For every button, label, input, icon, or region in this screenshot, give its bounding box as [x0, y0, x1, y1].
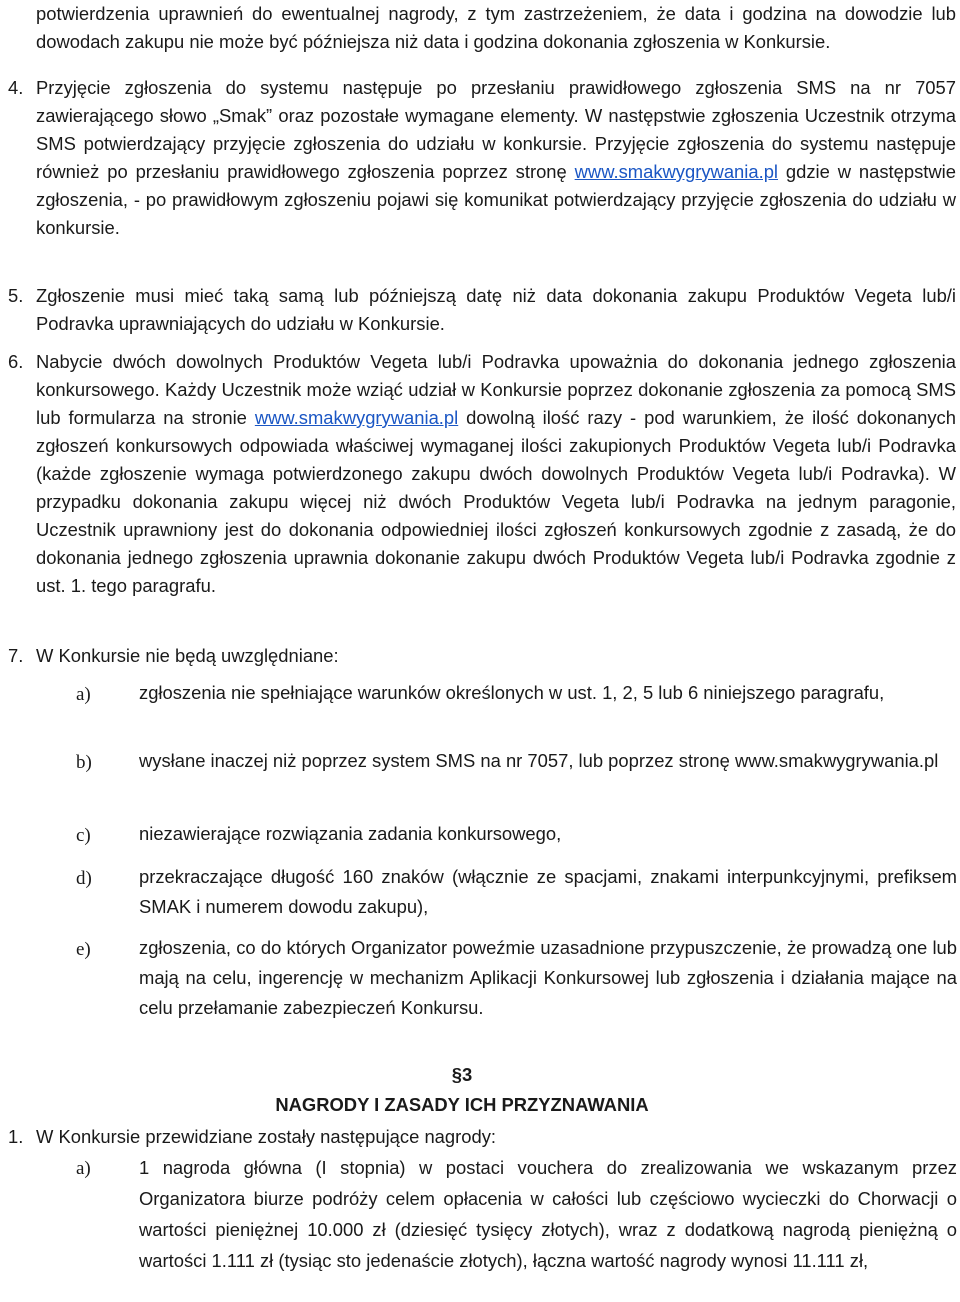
- section-3-item-1-paragraph: W Konkursie przewidziane zostały następujące nagrody:: [36, 1126, 497, 1147]
- item-6-number: 6.: [8, 351, 24, 372]
- item-7-paragraph: W Konkursie nie będą uwzględniane:: [36, 645, 339, 666]
- item-6-text-b: dowolną ilość razy - pod warunkiem, że ilość dokonanych zgłoszeń konkursowych odpowiada właściwej wymaganej ilości zakupionych Produktów Vegeta lub/i Podravka (każde zgłoszenie wymaga potwierdzonego zakupu dwóch dowolnych Produktów Vegeta lub/i Podravka). W przypadku dokonania zakupu więcej niż dwóch Produktów Vegeta lub/i Podravka na jednym paragonie, Uczestnik uprawniony jest do dokonania odpowiedniej ilości zgłoszeń konkursowych zgodnie z zasadą, że do dokonania jednego zgłoszenia uprawnia dokonanie zakupu dwóch Produktów Vegeta lub/i Podravka zgodnie z ust. 1. tego paragrafu.: [36, 407, 956, 596]
- section-symbol: §3: [451, 1064, 473, 1085]
- item-5-number: 5.: [8, 285, 24, 306]
- item-7-sub-b-text: wysłane inaczej niż poprzez system SMS na nr 7057, lub poprzez stronę www.smakwygrywania.pl: [139, 750, 939, 771]
- item-7-sub-a-letter: a): [76, 684, 91, 705]
- item-7-sub-a-text: zgłoszenia nie spełniające warunków określonych w ust. 1, 2, 5 lub 6 niniejszego paragrafu,: [139, 682, 885, 703]
- intro-paragraph: potwierdzenia uprawnień do ewentualnej nagrody, z tym zastrzeżeniem, że data i godzina na dowodzie lub dowodach zakupu nie może być późniejsza niż data i godzina dokonania zgłoszenia w Konkursie.: [36, 3, 956, 52]
- item-7-sub-c-text: niezawierające rozwiązania zadania konkursowego,: [139, 823, 562, 844]
- item-4-text-a: Przyjęcie zgłoszenia do systemu następuje po przesłaniu prawidłowego zgłoszenia SMS na nr 7057 zawierającego słowo „Smak” oraz pozostałe wymagane elementy. W następstwie zgłoszenia Uczestnik otrzyma SMS potwierdzający przyjęcie zgłoszenia do udziału w konkursie. Przyjęcie zgłoszenia do systemu następuje również po przesłaniu prawidłowego zgłoszenia poprzez stronę: [36, 77, 956, 182]
- section-3-sub-a-letter: a): [76, 1158, 91, 1179]
- item-4-number: 4.: [8, 77, 24, 98]
- item-6-link[interactable]: www.smakwygrywania.pl: [254, 407, 459, 428]
- section-3-sub-a-text: 1 nagroda główna (I stopnia) w postaci vouchera do zrealizowania we wskazanym przez Organizatora biurze podróży celem opłacenia w całości lub częściowo wycieczki do Chorwacji o wartości pieniężnej 10.000 zł (dziesięć tysięcy złotych), wraz z dodatkową nagrodą pieniężną o wartości 1.111 zł (tysiąc sto jedenaście złotych), łączna wartość nagrody wynosi 11.111 zł,: [139, 1157, 957, 1271]
- item-6-text-a: Nabycie dwóch dowolnych Produktów Vegeta lub/i Podravka upoważnia do dokonania jednego zgłoszenia konkursowego. Każdy Uczestnik może wziąć udział w Konkursie poprzez dokonanie zgłoszenia za pomocą SMS lub formularza na stronie: [36, 351, 956, 428]
- item-7-sub-d-text: przekraczające długość 160 znaków (włącznie ze spacjami, znakami interpunkcyjnymi, prefiksem SMAK i numerem dowodu zakupu),: [139, 866, 957, 917]
- item-4-paragraph: [36, 74, 956, 242]
- item-6-paragraph: [36, 348, 956, 600]
- section-title: NAGRODY I ZASADY ICH PRZYZNAWANIA: [275, 1094, 649, 1115]
- item-4-link[interactable]: www.smakwygrywania.pl: [574, 161, 779, 182]
- section-3-item-1-number: 1.: [8, 1126, 24, 1147]
- item-7-sub-d-letter: d): [76, 868, 92, 889]
- item-7-number: 7.: [8, 645, 24, 666]
- item-5-paragraph: Zgłoszenie musi mieć taką samą lub późniejszą datę niż data dokonania zakupu Produktów Vegeta lub/i Podravka uprawniających do udziału w Konkursie.: [36, 285, 956, 334]
- item-7-sub-c-letter: c): [76, 825, 91, 846]
- item-7-sub-b-letter: b): [76, 752, 92, 773]
- item-7-sub-e-text: zgłoszenia, co do których Organizator poweźmie uzasadnione przypuszczenie, że prowadzą one lub mają na celu, ingerencję w mechanizm Aplikacji Konkursowej lub zgłoszenia i działania mające na celu przełamanie zabezpieczeń Konkursu.: [139, 937, 957, 1018]
- item-4-text-b: gdzie w następstwie zgłoszenia, - po prawidłowym zgłoszeniu pojawi się komunikat potwierdzający przyjęcie zgłoszenia do udziału w konkursie.: [36, 161, 956, 238]
- item-7-sub-e-letter: e): [76, 939, 91, 960]
